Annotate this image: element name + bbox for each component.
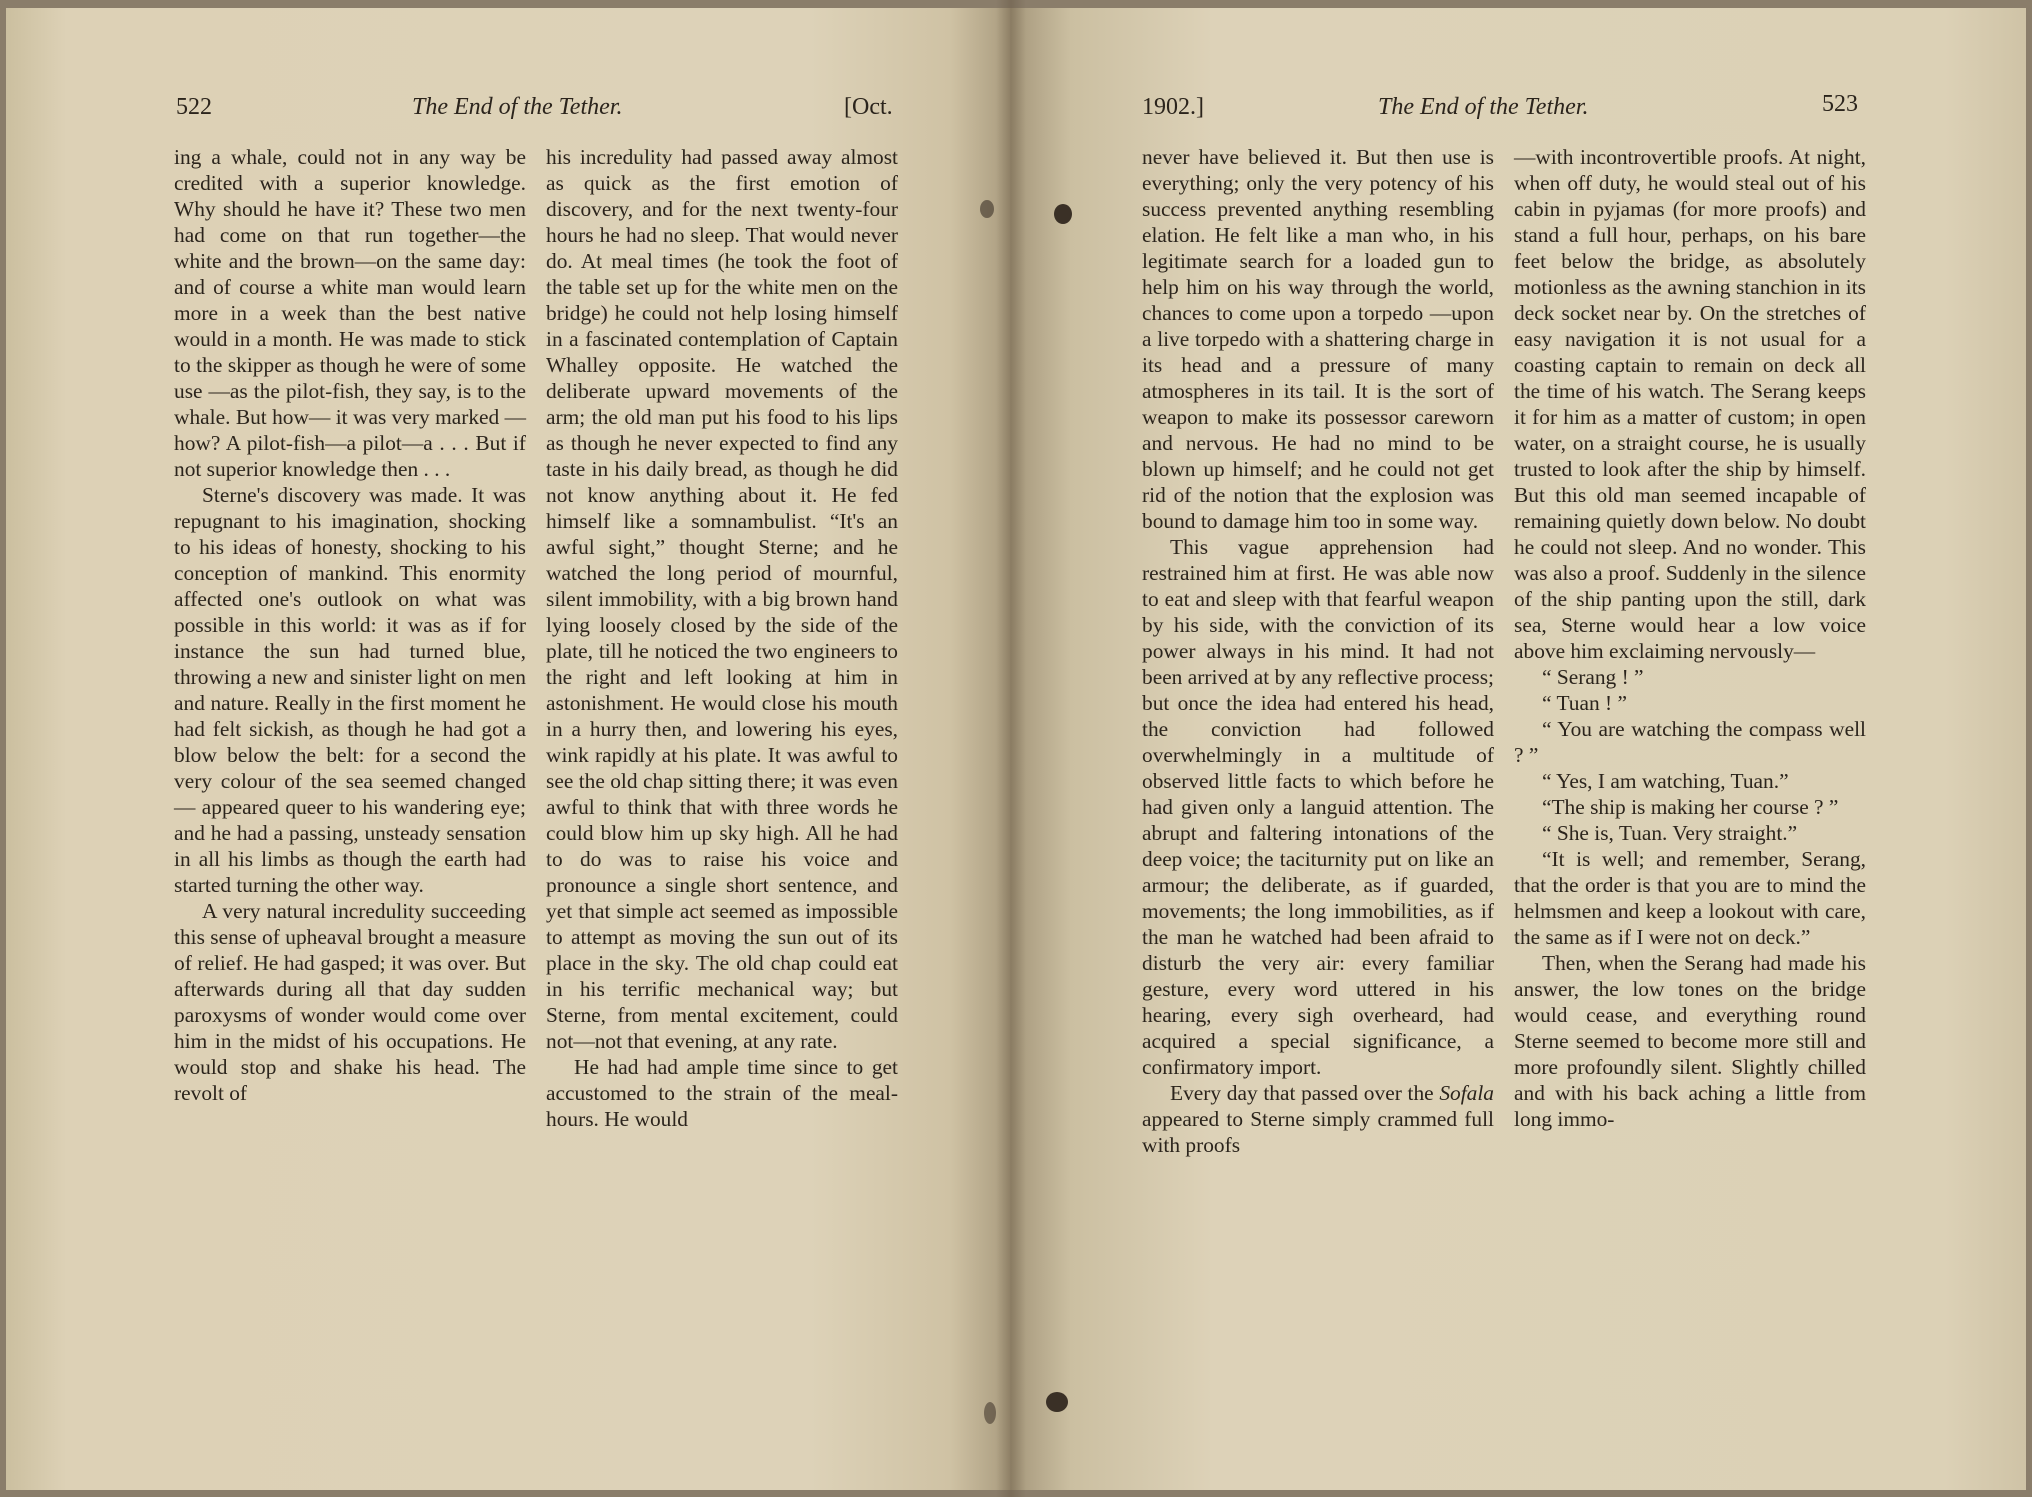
left-running-head xyxy=(6,92,1010,122)
right-running-head xyxy=(1010,92,2026,122)
binding-hole xyxy=(1054,204,1072,224)
right-page xyxy=(1010,8,2026,1490)
binding-hole xyxy=(1046,1392,1068,1412)
paragraph: Then, when the Serang had made his answer, the low tones on the bridge would cease, and everything round Sterne seemed to become more still and more profoundly silent. Slightly chilled and with his back aching a little from long immo- xyxy=(1514,951,1866,1131)
left-page xyxy=(6,8,1010,1490)
right-column-1 xyxy=(1142,144,1494,1158)
paragraph: his incredulity had passed away almost as quick as the first emotion of discovery, and for the next twenty-four hours he had no sleep. That would never do. At meal times (he took the foot of the table set up for the white men on the bridge) he could not help losing himself in a fascinated contemplation of Captain Whalley opposite. He watched the deliberate upward movements of the arm; the old man put his food to his lips as though he never expected to find any taste in his daily bread, as though he did not know anything about it. He fed himself like a somnambulist. “It's an awful sight,” thought Sterne; and he watched the long period of mournful, silent immobility, with a big brown hand lying loosely closed by the side of the plate, till he noticed the two engineers to the right and left looking at him in astonishment. He would close his mouth in a hurry then, and lowering his eyes, wink rapidly at his plate. It was awful to see the old chap sitting there; it was even awful to think that with three words he could blow him up sky high. All he had to do was to raise his voice and pronounce a single short sentence, and yet that simple act seemed as impossible to attempt as moving the sun out of its place in the sky. The old chap could eat in his terrific mechanical way; but Sterne, from mental excitement, could not—not that evening, at any rate. xyxy=(546,145,898,1053)
text-run: Every day that passed over the xyxy=(1170,1081,1440,1105)
dialogue-line: “It is well; and remember, Serang, that the order is that you are to mind the helmsmen and keep a lookout with care, the same as if I were not on deck.” xyxy=(1514,847,1866,949)
left-running-title: The End of the Tether. xyxy=(412,94,623,120)
paragraph: never have believed it. But then use is everything; only the very potency of his success prevented anything resembling elation. He felt like a man who, in his legitimate search for a loaded gun to help him on his way through the world, chances to come upon a torpedo —upon a live torpedo with a shattering charge in its head and a pressure of many atmospheres in its tail. It is the sort of weapon to make its possessor careworn and nervous. He had no mind to be blown up himself; and he could not get rid of the notion that the explosion was bound to damage him too in some way. xyxy=(1142,145,1494,533)
left-month: [Oct. xyxy=(844,94,893,120)
paragraph: This vague apprehension had restrained him at first. He was able now to eat and sleep with that fearful weapon by his side, with the conviction of its power always in his mind. It had not been arrived at by any reflective process; but once the idea had entered his head, the conviction had followed overwhelmingly in a multitude of observed little facts to which before he had given only a languid attention. The abrupt and faltering intonations of the deep voice; the taciturnity put on like an armour; the deliberate, as if guarded, movements; the long immobilities, as if the man he watched had been afraid to disturb the very air: every familiar gesture, every word uttered in his hearing, every sigh overheard, had acquired a special significance, a confirmatory import. xyxy=(1142,535,1494,1079)
left-column-1 xyxy=(174,144,526,1106)
paragraph: —with incontrovertible proofs. At night, when off duty, he would steal out of his cabin in pyjamas (for more proofs) and stand a full hour, perhaps, on his bare feet below the bridge, as absolutely motionless as the awning stanchion in its deck socket near by. On the stretches of easy navigation it is not usual for a coasting captain to remain on deck all the time of his watch. The Serang keeps it for him as a matter of custom; in open water, on a straight course, he is usually trusted to look after the ship by himself. But this old man seemed incapable of remaining quietly down below. No doubt he could not sleep. And no wonder. This was also a proof. Suddenly in the silence of the ship panting upon the still, dark sea, Sterne would hear a low voice above him exclaiming nervously— xyxy=(1514,145,1866,663)
dialogue-line: “ You are watching the compass well ? ” xyxy=(1514,717,1866,767)
dialogue-line: “ Tuan ! ” xyxy=(1542,691,1627,715)
binding-hole xyxy=(984,1402,996,1424)
left-column-2 xyxy=(546,144,898,1132)
paragraph: ing a whale, could not in any way be credited with a superior knowledge. Why should he have it? These two men had come on that run together—the white and the brown—on the same day: and of course a white man would learn more in a week than the best native would in a month. He was made to stick to the skipper as though he were of some use —as the pilot-fish, they say, is to the whale. But how— it was very marked — how? A pilot-fish—a pilot—a . . . But if not superior knowledge then . . . xyxy=(174,145,526,481)
paragraph: He had had ample time since to get accustomed to the strain of the meal-hours. He would xyxy=(546,1055,898,1131)
dialogue-line: “The ship is making her course ? ” xyxy=(1542,795,1839,819)
paragraph xyxy=(1142,1080,1494,1158)
ship-name: Sofala xyxy=(1439,1081,1494,1105)
right-column-2 xyxy=(1514,144,1866,1132)
paragraph: Sterne's discovery was made. It was repugnant to his imagination, shocking to his ideas of honesty, shocking to his conception of mankind. This enormity affected one's outlook on what was possible in this world: it was as if for instance the sun had turned blue, throwing a new and sinister light on men and nature. Really in the first moment he had felt sickish, as though he had got a blow below the belt: for a second the very colour of the sea seemed changed — appeared queer to his wandering eye; and he had a passing, unsteady sensation in all his limbs as though the earth had started turning the other way. xyxy=(174,483,526,897)
right-year: 1902.] xyxy=(1142,94,1204,120)
paragraph: A very natural incredulity succeeding this sense of upheaval brought a measure of relief. He had gasped; it was over. But afterwards during all that day sudden paroxysms of wonder would come over him in the midst of his occupations. He would stop and shake his head. The revolt of xyxy=(174,899,526,1105)
right-running-title: The End of the Tether. xyxy=(1378,94,1589,120)
dialogue-line: “ Serang ! ” xyxy=(1542,665,1644,689)
right-page-number: 523 xyxy=(1822,91,1858,117)
dialogue-line: “ Yes, I am watching, Tuan.” xyxy=(1542,769,1789,793)
binding-hole xyxy=(980,200,994,218)
text-run: appeared to Sterne simply crammed full with proofs xyxy=(1142,1107,1494,1157)
dialogue-line: “ She is, Tuan. Very straight.” xyxy=(1542,821,1798,845)
left-page-number: 522 xyxy=(176,94,212,120)
